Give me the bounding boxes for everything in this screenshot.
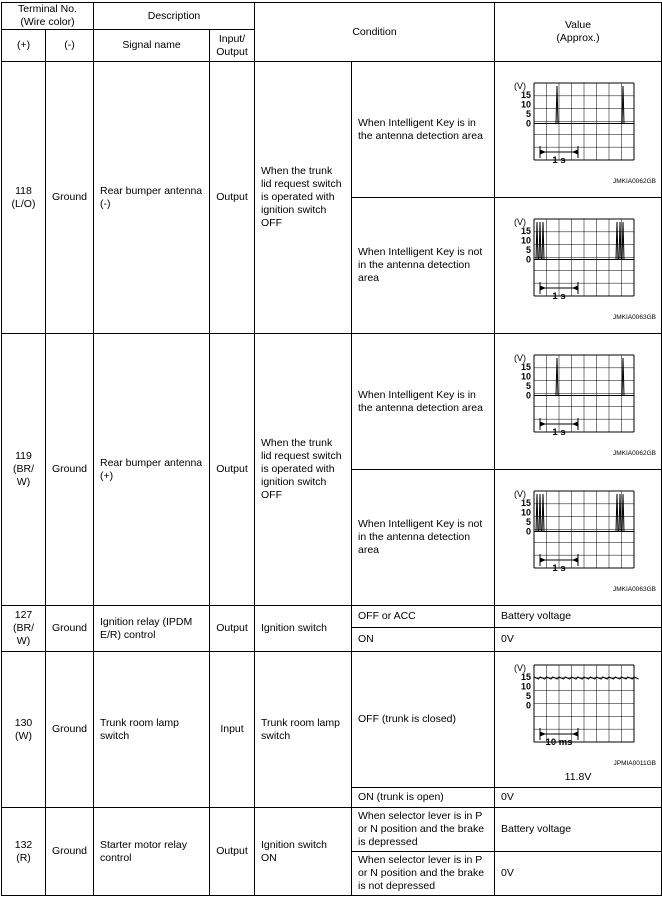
condition-cell: Trunk room lamp switch bbox=[255, 652, 352, 808]
waveform-cell bbox=[495, 652, 662, 788]
tick-label: 10 bbox=[520, 371, 531, 381]
scale-label: 1 s bbox=[552, 562, 566, 574]
tick-label: 15 bbox=[520, 672, 531, 682]
waveform-graph bbox=[498, 347, 658, 459]
unit-label: (V) bbox=[514, 216, 526, 227]
tick-label: 15 bbox=[520, 497, 531, 508]
terminal-no-header: Terminal No. (Wire color) bbox=[2, 3, 94, 30]
unit-label: (V) bbox=[514, 352, 526, 363]
grid bbox=[534, 83, 634, 160]
signal-name-header: Signal name bbox=[94, 30, 210, 62]
waveform bbox=[495, 657, 661, 769]
condition-cell: When the trunk lid request switch is operated with ignition switch OFF bbox=[255, 62, 352, 334]
tick-label: 0 bbox=[525, 118, 531, 128]
io-cell: Input bbox=[210, 652, 255, 808]
scale-label: 1 s bbox=[552, 154, 566, 166]
io-cell: Output bbox=[210, 62, 255, 334]
figure-code: JMKIA0062GB bbox=[613, 177, 656, 185]
value-cell: 0V bbox=[495, 628, 662, 652]
voltage-caption: 11.8V bbox=[564, 771, 592, 783]
io-cell: Output bbox=[210, 334, 255, 606]
tick-label: 10 bbox=[520, 235, 531, 245]
tick-label: 10 bbox=[520, 507, 531, 517]
waveform-graph bbox=[498, 211, 658, 323]
sub-condition-cell: ON bbox=[352, 628, 495, 652]
signal-name-cell: Rear bumper antenna (+) bbox=[94, 334, 210, 606]
sub-condition-cell: When selector lever is in P or N position and the brake is not depressed bbox=[352, 852, 495, 896]
terminal-127: 127 (BR/ W) bbox=[2, 606, 46, 652]
io-header: Input/ Output bbox=[210, 30, 255, 62]
waveform-graph bbox=[498, 657, 658, 769]
condition-cell: When the trunk lid request switch is operated with ignition switch OFF bbox=[255, 334, 352, 606]
scale-arrow-right bbox=[572, 285, 578, 290]
ground-cell: Ground bbox=[46, 334, 94, 606]
scale-arrow-right bbox=[572, 149, 578, 154]
tick-label: 5 bbox=[525, 244, 531, 255]
value-cell: Battery voltage bbox=[495, 606, 662, 628]
scale-arrow-right bbox=[572, 421, 578, 426]
signal-name-cell: Rear bumper antenna (-) bbox=[94, 62, 210, 334]
scale-arrow-left bbox=[540, 285, 546, 290]
tick-label: 0 bbox=[525, 254, 531, 264]
io-cell: Output bbox=[210, 808, 255, 896]
unit-label: (V) bbox=[514, 488, 526, 499]
sub-condition-cell: ON (trunk is open) bbox=[352, 788, 495, 808]
figure-code: JPMIA0011GB bbox=[613, 760, 656, 767]
tick-label: 0 bbox=[525, 526, 531, 536]
value-cell: Battery voltage bbox=[495, 808, 662, 852]
tick-label: 10 bbox=[520, 681, 531, 692]
grid bbox=[534, 355, 634, 432]
ground-cell: Ground bbox=[46, 652, 94, 808]
scale-arrow-left bbox=[540, 732, 546, 737]
terminal-118: 118 (L/O) bbox=[2, 62, 46, 334]
waveform bbox=[495, 483, 661, 595]
plus-header: (+) bbox=[2, 30, 46, 62]
trace bbox=[534, 677, 639, 679]
terminal-spec-table bbox=[1, 2, 662, 896]
tick-label: 10 bbox=[520, 99, 531, 109]
condition-header: Condition bbox=[255, 3, 495, 62]
figure-code: JMKIA0063GB bbox=[613, 313, 656, 321]
tick-label: 5 bbox=[525, 516, 531, 527]
figure-code: JMKIA0063GB bbox=[613, 585, 656, 593]
scale-label: 10 ms bbox=[545, 737, 573, 748]
signal-name-cell: Ignition relay (IPDM E/R) control bbox=[94, 606, 210, 652]
ground-cell: Ground bbox=[46, 808, 94, 896]
terminal-132: 132 (R) bbox=[2, 808, 46, 896]
waveform-graph bbox=[498, 75, 658, 187]
terminal-119: 119 (BR/ W) bbox=[2, 334, 46, 606]
scale-arrow-left bbox=[540, 557, 546, 562]
waveform bbox=[495, 75, 661, 187]
tick-label: 15 bbox=[520, 89, 531, 100]
waveform bbox=[495, 347, 661, 459]
sub-condition-cell: When Intelligent Key is in the antenna detection area bbox=[352, 62, 495, 198]
signal-name-cell: Trunk room lamp switch bbox=[94, 652, 210, 808]
unit-label: (V) bbox=[514, 663, 526, 673]
ground-cell: Ground bbox=[46, 606, 94, 652]
description-header: Description bbox=[94, 3, 255, 30]
value-cell: 0V bbox=[495, 788, 662, 808]
io-cell: Output bbox=[210, 606, 255, 652]
sub-condition-cell: When Intelligent Key is not in the antenna detection area bbox=[352, 198, 495, 334]
tick-label: 5 bbox=[525, 380, 531, 391]
tick-label: 5 bbox=[525, 691, 531, 701]
waveform-graph bbox=[498, 483, 658, 595]
tick-label: 0 bbox=[525, 390, 531, 400]
condition-cell: Ignition switch bbox=[255, 606, 352, 652]
waveform bbox=[495, 211, 661, 323]
scale-label: 1 s bbox=[552, 426, 566, 438]
minus-header: (-) bbox=[46, 30, 94, 62]
value-cell: 0V bbox=[495, 852, 662, 896]
scale-arrow-right bbox=[572, 732, 578, 737]
sub-condition-cell: When Intelligent Key is in the antenna detection area bbox=[352, 334, 495, 470]
sub-condition-cell: When selector lever is in P or N position and the brake is depressed bbox=[352, 808, 495, 852]
figure-code: JMKIA0062GB bbox=[613, 449, 656, 457]
waveform-cell bbox=[495, 334, 662, 470]
condition-cell: Ignition switch ON bbox=[255, 808, 352, 896]
sub-condition-cell: OFF or ACC bbox=[352, 606, 495, 628]
tick-label: 0 bbox=[525, 700, 531, 711]
sub-condition-cell: OFF (trunk is closed) bbox=[352, 652, 495, 788]
waveform-cell bbox=[495, 62, 662, 198]
terminal-130: 130 (W) bbox=[2, 652, 46, 808]
scale-arrow-left bbox=[540, 421, 546, 426]
scale-label: 1 s bbox=[552, 290, 566, 302]
waveform-cell bbox=[495, 470, 662, 606]
scale-arrow-right bbox=[572, 557, 578, 562]
scale-arrow-left bbox=[540, 149, 546, 154]
value-header: Value (Approx.) bbox=[495, 3, 662, 62]
tick-label: 15 bbox=[520, 361, 531, 372]
signal-name-cell: Starter motor relay control bbox=[94, 808, 210, 896]
tick-label: 5 bbox=[525, 108, 531, 119]
waveform-cell bbox=[495, 198, 662, 334]
tick-label: 15 bbox=[520, 225, 531, 236]
sub-condition-cell: When Intelligent Key is not in the antenna detection area bbox=[352, 470, 495, 606]
unit-label: (V) bbox=[514, 80, 526, 91]
ground-cell: Ground bbox=[46, 62, 94, 334]
